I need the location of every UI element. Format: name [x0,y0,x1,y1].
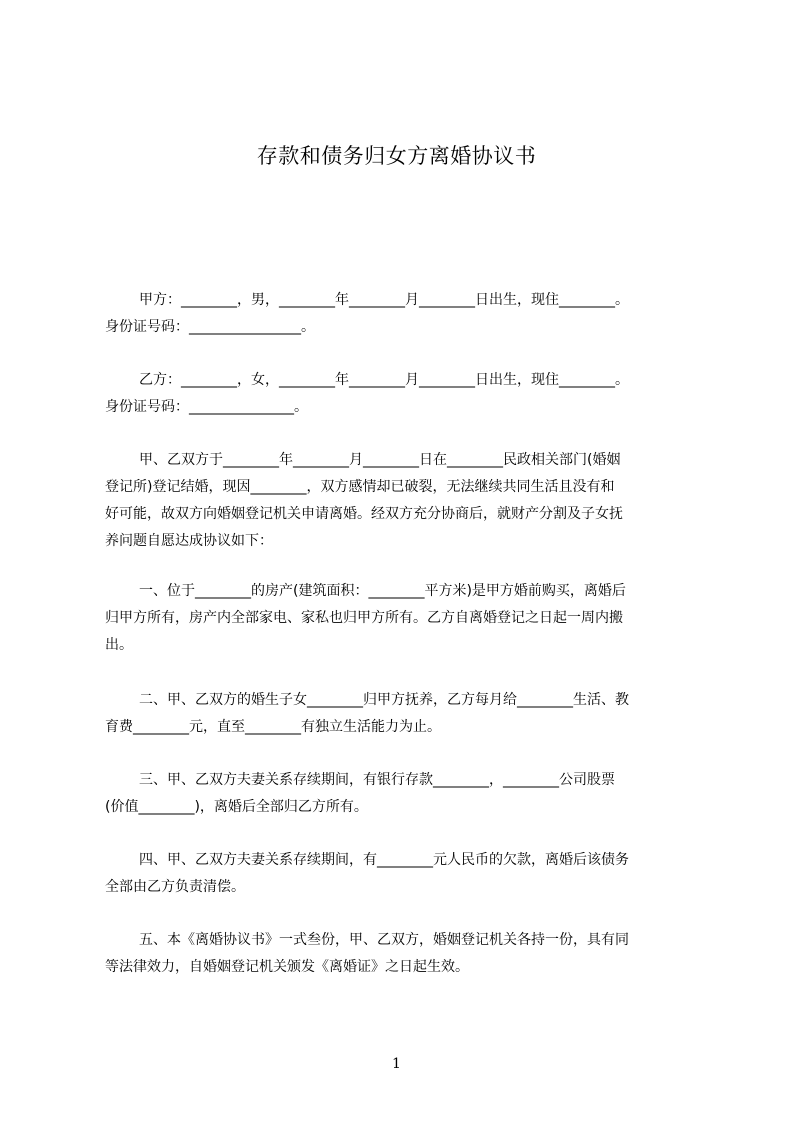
clause-3-line-2: (价值________)，离婚后全部归乙方所有。 [105,799,368,815]
party-b-line-1: 乙方：________，女，________年________月________日出生，现住________。 [139,372,629,388]
clause-1-line-2: 归甲方所有，房产内全部家电、家私也归甲方所有。乙方自离婚登记之日起一周内搬 [105,610,623,626]
clause-4-paragraph [105,847,701,901]
clause-2-paragraph [105,687,701,741]
clause-4-line-1: 四、甲、乙双方夫妻关系存续期间，有________元人民币的欠款，离婚后该债务 [139,852,629,868]
clause-5-line-1: 五、本《离婚协议书》一式叁份，甲、乙双方，婚姻登记机关各持一份，具有同 [139,932,629,948]
preamble-line-1: 甲、乙双方于________年________月________日在________民政相关部门(婚姻 [139,452,621,468]
document-title: 存款和债务归女方离婚协议书 [256,144,537,168]
clause-5-paragraph [105,927,701,981]
clause-3-paragraph [105,767,701,821]
party-a-line-1: 甲方：________，男，________年________月________日出生，现住________。 [139,292,629,308]
preamble-line-4: 养问题自愿达成协议如下： [105,533,273,549]
preamble-paragraph [105,447,701,555]
clause-1-line-1: 一、位于________的房产(建筑面积：________平方米)是甲方婚前购买，离婚后 [139,583,626,599]
clause-5-line-2: 等法律效力，自婚姻登记机关颁发《离婚证》之日起生效。 [105,959,469,975]
clause-2-line-2: 育费________元，直至________有独立生活能力为止。 [105,719,441,735]
preamble-line-3: 好可能，故双方向婚姻登记机关申请离婚。经双方充分协商后，就财产分割及子女抚 [105,506,623,522]
party-a-line-2: 身份证号码：________________。 [105,319,315,335]
clause-1-line-3: 出。 [105,637,133,653]
clause-2-line-1: 二、甲、乙双方的婚生子女________归甲方抚养，乙方每月给________生活、教 [139,692,629,708]
party-b-line-2: 身份证号码：_______________。 [105,399,308,415]
party-a-section [105,287,701,341]
clause-4-line-2: 全部由乙方负责清偿。 [105,879,245,895]
party-b-section [105,367,701,421]
clause-3-line-1: 三、甲、乙双方夫妻关系存续期间，有银行存款________，________公司股票 [139,772,615,788]
preamble-line-2: 登记所)登记结婚，现因________，双方感情却已破裂，无法继续共同生活且没有和 [105,479,615,495]
clause-1-paragraph [105,578,701,659]
page-number: 1 [392,1056,401,1072]
